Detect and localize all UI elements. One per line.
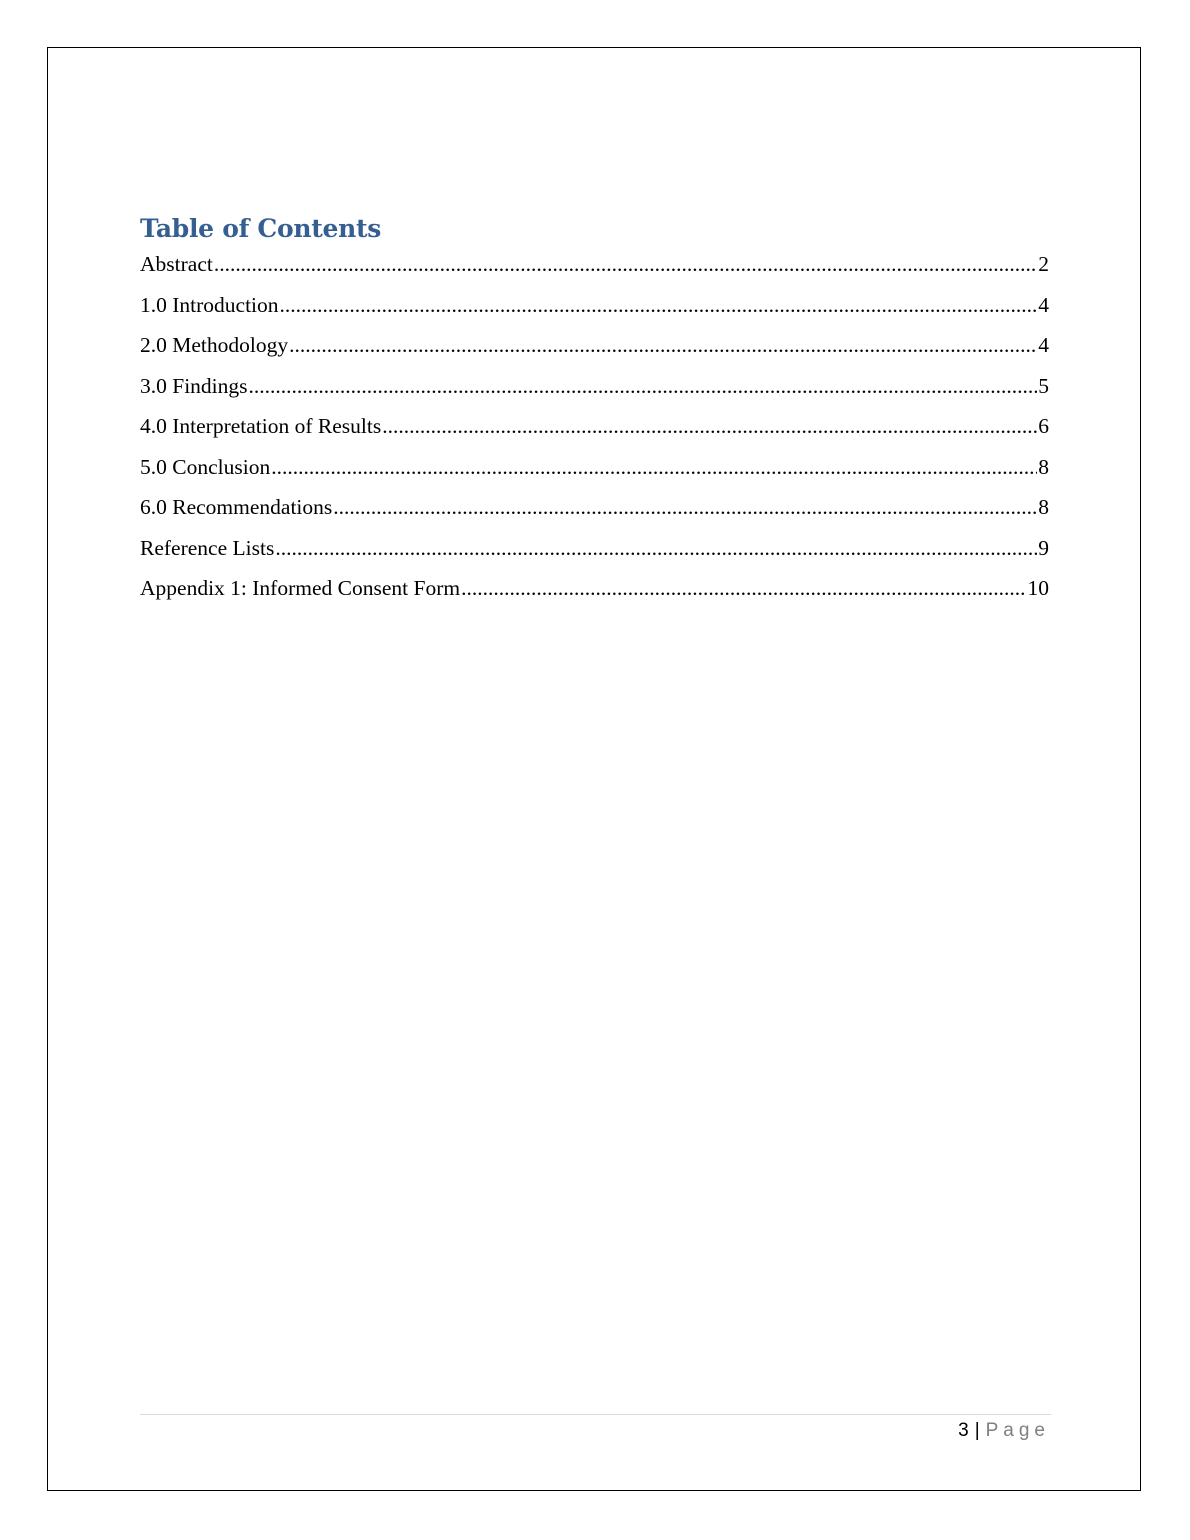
toc-dot-leader [275, 536, 1037, 561]
toc-entry-page: 5 [1038, 373, 1049, 398]
toc-entry-label: 2.0 Methodology [140, 333, 289, 357]
toc-title: Table of Contents [140, 214, 382, 243]
toc-entry-label: 5.0 Conclusion [140, 454, 271, 479]
toc-entry-page: 4 [1038, 333, 1049, 357]
footer-divider [140, 1414, 1051, 1415]
toc-entry-label: 4.0 Interpretation of Results [140, 414, 382, 438]
toc-entry-page: 9 [1038, 535, 1049, 560]
toc-dot-leader [249, 374, 1038, 399]
page-footer [958, 1420, 1050, 1442]
toc-entry-reference-lists[interactable] [140, 536, 1049, 577]
toc-entry-interpretation[interactable] [140, 414, 1049, 455]
toc-entry-page: 8 [1038, 454, 1049, 479]
toc-entry-page: 2 [1038, 252, 1049, 276]
toc-entry-label: Abstract [140, 252, 213, 276]
toc-entry-label: Reference Lists [140, 535, 275, 560]
toc-dot-leader [382, 414, 1037, 439]
toc-entry-conclusion[interactable] [140, 455, 1049, 496]
toc-list [140, 252, 1049, 617]
toc-dot-leader [333, 495, 1037, 520]
toc-entry-findings[interactable] [140, 374, 1049, 415]
toc-dot-leader [461, 576, 1026, 601]
toc-entry-label: 3.0 Findings [140, 373, 248, 398]
toc-entry-label: 6.0 Recommendations [140, 495, 333, 519]
toc-entry-page: 4 [1038, 292, 1049, 317]
toc-entry-methodology[interactable] [140, 333, 1049, 374]
toc-entry-label: Appendix 1: Informed Consent Form [140, 576, 461, 600]
toc-entry-appendix-1[interactable] [140, 576, 1049, 617]
toc-entry-introduction[interactable] [140, 293, 1049, 334]
footer-page-number: 3 [958, 1420, 969, 1441]
toc-entry-page: 6 [1038, 414, 1049, 438]
footer-page-word: Page [985, 1420, 1050, 1441]
toc-dot-leader [289, 333, 1037, 358]
toc-entry-page: 10 [1027, 576, 1049, 600]
toc-dot-leader [214, 252, 1037, 277]
toc-entry-label: 1.0 Introduction [140, 292, 279, 317]
toc-dot-leader [271, 455, 1037, 480]
toc-entry-abstract[interactable] [140, 252, 1049, 293]
toc-entry-page: 8 [1038, 495, 1049, 519]
toc-dot-leader [280, 293, 1038, 318]
toc-entry-recommendations[interactable] [140, 495, 1049, 536]
footer-separator: | [974, 1420, 980, 1441]
